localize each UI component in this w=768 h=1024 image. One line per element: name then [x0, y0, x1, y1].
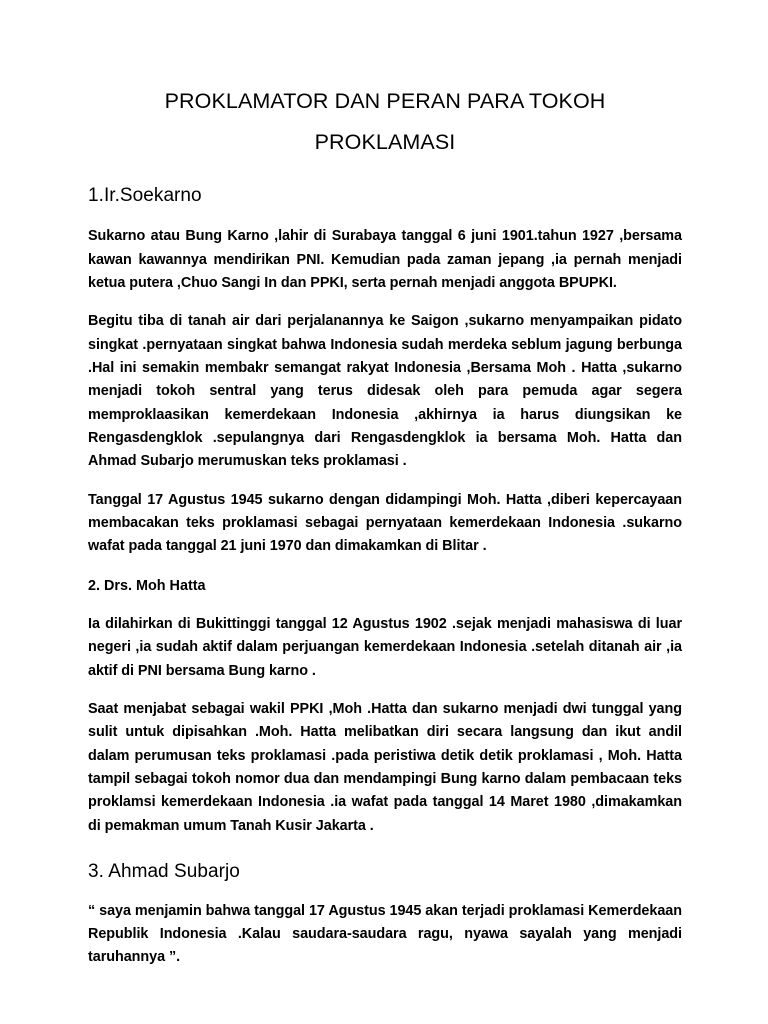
paragraph-hatta-1: Ia dilahirkan di Bukittinggi tanggal 12 Agustus 1902 .sejak menjadi mahasiswa di luar negeri ,ia sudah aktif dalam perjuangan kemerdekaan Indonesia .setelah ditanah air ,ia aktif di PNI bersama Bung karno . — [88, 616, 682, 679]
paragraph-subarjo-quote: “ saya menjamin bahwa tanggal 17 Agustus 1945 akan terjadi proklamasi Kemerdekaan Republik Indonesia .Kalau saudara-saudara ragu, nyawa sayalah yang menjadi taruhannya ”. — [88, 902, 682, 966]
paragraph-soekarno-1: Sukarno atau Bung Karno ,lahir di Surabaya tanggal 6 juni 1901.tahun 1927 ,bersama kawan kawannya mendirikan PNI. Kemudian pada zaman jepang ,ia pernah menjadi ketua putera ,Chuo Sangi In dan PPKI, serta pernah menjadi anggota BPUPKI. — [88, 228, 682, 292]
section-heading-hatta: 2. Drs. Moh Hatta — [88, 577, 206, 594]
paragraph-soekarno-2: Begitu tiba di tanah air dari perjalanannya ke Saigon ,sukarno menyampaikan pidato singkat .pernyataan singkat bahwa Indonesia sudah merdeka seblum jagung berbunga .Hal ini semakin membakr semangat rakyat Indonesia ,Bersama Moh . Hatta ,sukarno menjadi tokoh sentral yang terus didesak oleh para pemuda agar segera memproklaasikan kemerdekaan Indonesia ,akhirnya ia harus diungsikan ke Rengasdengklok .sepulangnya dari Rengasdengklok ia bersama Moh. Hatta dan Ahmad Subarjo merumuskan teks proklamasi . — [88, 313, 682, 470]
section-heading-subarjo: 3. Ahmad Subarjo — [88, 860, 240, 882]
document-title-line-2: PROKLAMASI — [314, 129, 456, 154]
section-heading-soekarno: 1.Ir.Soekarno — [88, 184, 202, 206]
paragraph-hatta-2: Saat menjabat sebagai wakil PPKI ,Moh .Hatta dan sukarno menjadi dwi tunggal yang sulit untuk dipisahkan .Moh. Hatta melibatkan diri secara langsung dan ikut andil dalam perumusan teks proklamasi .pada peristiwa detik detik proklamasi , Moh. Hatta tampil sebagai tokoh nomor dua dan mendampingi Bung karno dalam pembacaan teks proklamsi kemerdekaan Indonesia .ia wafat pada tanggal 14 Maret 1980 ,dimakamkan di pemakman umum Tanah Kusir Jakarta . — [88, 701, 682, 834]
paragraph-soekarno-3: Tanggal 17 Agustus 1945 sukarno dengan didampingi Moh. Hatta ,diberi kepercayaan membacakan teks proklamasi sebagai pernyataan kemerdekaan Indonesia .sukarno wafat pada tanggal 21 juni 1970 dan dimakamkan di Blitar . — [88, 491, 682, 555]
document-body — [88, 0, 682, 970]
document-title-line-1: PROKLAMATOR DAN PERAN PARA TOKOH — [164, 89, 606, 113]
